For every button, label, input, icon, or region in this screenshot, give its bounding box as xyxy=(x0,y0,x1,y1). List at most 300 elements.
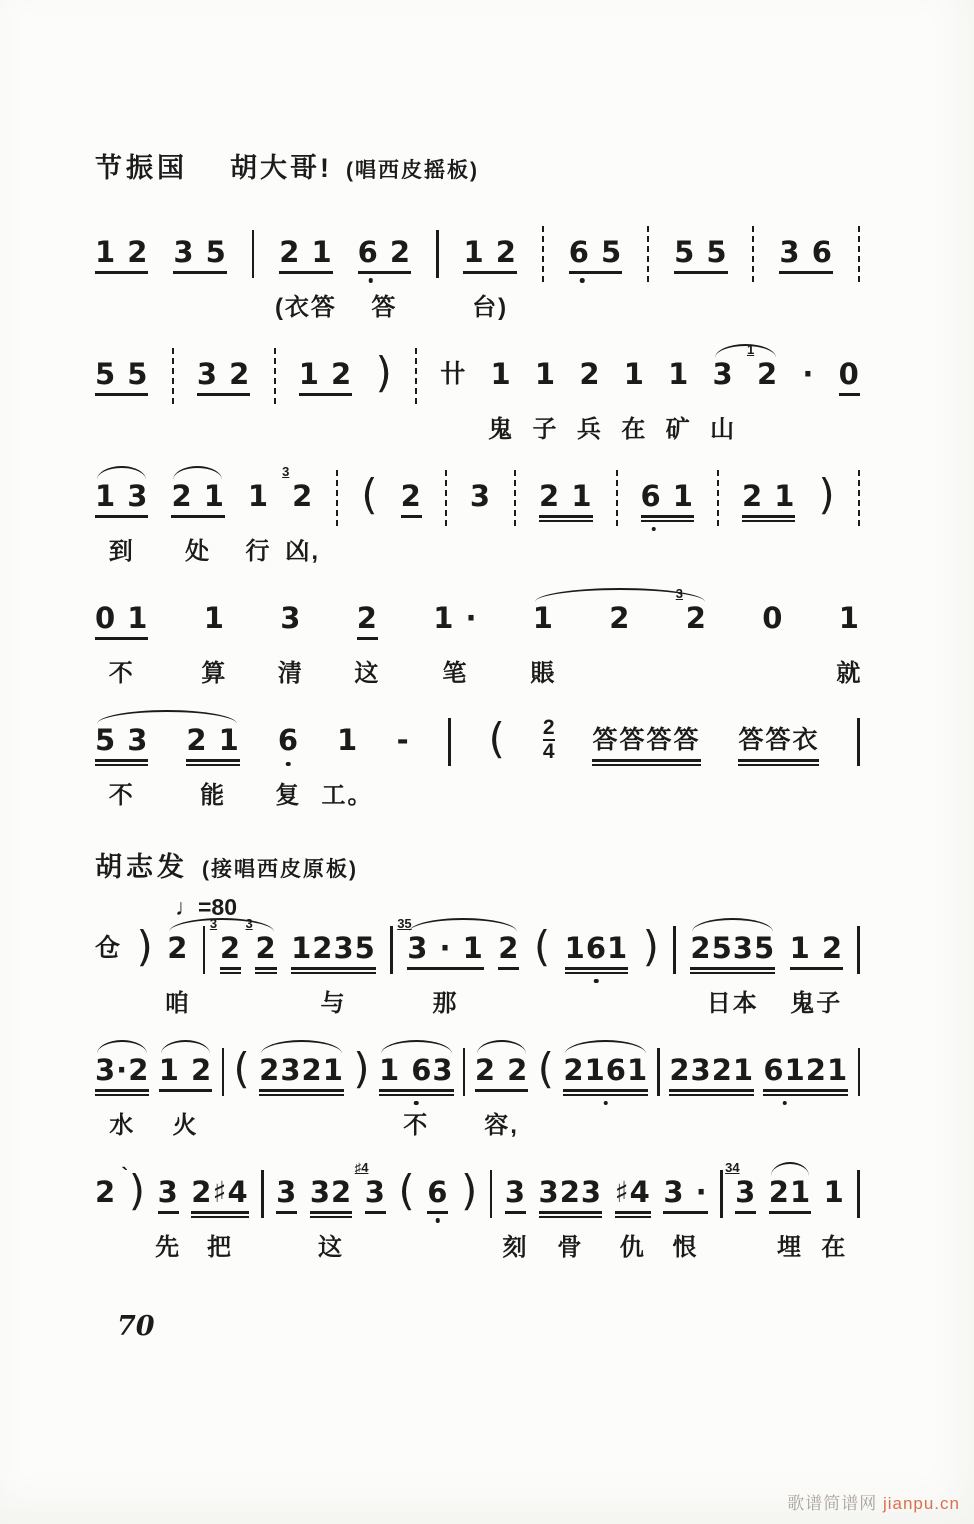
note-token xyxy=(357,235,412,321)
duration-underlines xyxy=(276,1211,297,1214)
underline xyxy=(197,393,250,396)
note-token xyxy=(789,931,844,1017)
note-token xyxy=(530,601,557,687)
music-system xyxy=(95,235,860,357)
note-text: 2♯4 xyxy=(191,1175,249,1209)
barline xyxy=(857,718,860,766)
lyric: 把 xyxy=(206,1234,233,1261)
duration-underlines xyxy=(769,1211,811,1214)
note-text: 1 2 xyxy=(463,235,517,269)
lyric: 日本 xyxy=(706,990,759,1017)
parenthesis: ( xyxy=(361,470,378,519)
note-text: 5 5 xyxy=(95,357,149,391)
lyric: 不 xyxy=(108,782,135,809)
note-text: 1 2 xyxy=(298,357,353,391)
note-token xyxy=(675,586,707,635)
note-token xyxy=(158,1053,213,1139)
underline xyxy=(539,515,592,518)
note-token xyxy=(440,357,467,391)
music-system xyxy=(95,1044,860,1175)
note-text: · xyxy=(802,357,815,391)
note-token xyxy=(669,1053,754,1096)
lyric: 台) xyxy=(472,294,509,321)
note-token xyxy=(690,931,776,1017)
underline xyxy=(742,515,795,518)
lyric: 到 xyxy=(108,538,135,565)
underline xyxy=(279,271,332,274)
note-text: 0 xyxy=(838,357,860,391)
note-token xyxy=(401,479,422,518)
dashed-barline xyxy=(616,470,618,526)
note-text: 1 2 xyxy=(789,931,844,965)
note-token xyxy=(186,723,240,809)
lyric: 先 xyxy=(155,1234,182,1261)
duration-underlines xyxy=(790,967,843,970)
underline xyxy=(738,764,819,767)
note-text: 1235 xyxy=(291,931,376,965)
dashed-barline xyxy=(858,226,860,282)
note-text: 1 xyxy=(247,479,270,513)
note-text: 2 xyxy=(400,479,422,513)
parenthesis: ) xyxy=(642,922,660,971)
time-signature-digit: 2 xyxy=(542,716,555,739)
note-token xyxy=(95,1053,150,1139)
note-token xyxy=(201,601,228,687)
note-text: 3 · xyxy=(663,1175,708,1209)
note-text: 1 xyxy=(623,357,645,391)
underline xyxy=(641,515,694,518)
note-text: 1 2 xyxy=(95,235,149,269)
note-text: 3 5 xyxy=(173,235,227,269)
underline xyxy=(276,1211,297,1214)
octave-dot xyxy=(369,278,374,283)
note-token xyxy=(282,464,321,565)
underline xyxy=(592,759,700,762)
accent-mark: ` xyxy=(121,1165,129,1187)
note-token xyxy=(592,723,700,766)
parenthesis: ) xyxy=(460,1166,478,1215)
underline xyxy=(763,1089,848,1092)
note-token xyxy=(277,601,304,687)
duration-underlines xyxy=(379,1089,454,1096)
underline xyxy=(563,1094,648,1097)
note-token xyxy=(498,931,519,970)
note-text: 6 xyxy=(427,1175,449,1209)
parenthesis: ( xyxy=(488,714,505,763)
lyric: 那 xyxy=(432,990,459,1017)
notes-row xyxy=(95,916,860,1017)
duration-underlines xyxy=(279,271,332,274)
note-text: 3 xyxy=(504,1175,527,1209)
duration-underlines xyxy=(197,393,250,396)
duration-underlines xyxy=(95,515,148,518)
grace-note: 1 xyxy=(746,342,755,357)
note-text: 1 xyxy=(532,601,554,635)
dashed-barline xyxy=(717,470,719,526)
dashed-barline xyxy=(647,226,649,282)
note-text: 3 · 1 xyxy=(407,931,484,965)
note-token xyxy=(396,723,410,757)
note-text: 0 xyxy=(762,601,784,635)
duration-underlines xyxy=(738,759,819,766)
underline xyxy=(191,1216,248,1219)
duration-underlines xyxy=(427,1211,448,1214)
underline xyxy=(291,967,376,970)
note-token xyxy=(274,235,337,321)
note-text: 32 xyxy=(309,1175,353,1209)
note-token xyxy=(463,235,517,321)
parenthesis: ) xyxy=(128,1166,146,1215)
note-text: 323 xyxy=(538,1175,603,1209)
parenthesis: ( xyxy=(398,1166,415,1215)
note-token xyxy=(95,931,122,965)
parenthesis: ) xyxy=(375,348,392,397)
note-token xyxy=(614,1175,651,1261)
lyric: (衣答 xyxy=(274,294,337,321)
duration-underlines xyxy=(191,1211,248,1218)
note-token xyxy=(576,357,603,443)
duration-underlines xyxy=(735,1211,756,1214)
barline xyxy=(448,718,451,766)
note-text: 1 xyxy=(823,1175,845,1209)
lyric: 水 xyxy=(109,1112,136,1139)
underline xyxy=(690,972,775,975)
note-token xyxy=(95,723,149,809)
note-text: 2 xyxy=(756,357,779,391)
underline xyxy=(735,1211,756,1214)
underline xyxy=(569,271,622,274)
underline xyxy=(738,759,819,762)
octave-dot xyxy=(652,527,657,532)
note-text: 3 xyxy=(735,1175,757,1209)
note-token xyxy=(354,1160,386,1214)
lyric: 仇 xyxy=(619,1234,646,1261)
duration-underlines xyxy=(475,1089,528,1092)
note-token xyxy=(674,235,727,274)
note-text: 2161 xyxy=(563,1053,649,1087)
underline xyxy=(310,1211,352,1214)
barline xyxy=(720,1170,723,1218)
lyric: 答 xyxy=(371,294,398,321)
note-text: 答答答答 xyxy=(592,726,701,754)
barline xyxy=(657,1048,660,1096)
lyric: 火 xyxy=(172,1112,199,1139)
speaker2-line xyxy=(95,845,860,884)
note-token xyxy=(565,931,629,974)
barline xyxy=(252,230,255,278)
music-system xyxy=(95,464,860,601)
grace-note: 3 xyxy=(675,586,683,601)
underline xyxy=(358,271,411,274)
dashed-barline xyxy=(274,348,276,404)
underline xyxy=(310,1216,352,1219)
underline xyxy=(463,271,516,274)
duration-underlines xyxy=(220,967,241,974)
lyric: 容, xyxy=(484,1112,519,1139)
note-token xyxy=(768,1175,812,1261)
underline xyxy=(505,1211,526,1214)
underline xyxy=(742,520,795,523)
notes-row xyxy=(95,1160,860,1261)
underline xyxy=(291,972,376,975)
note-token xyxy=(621,357,648,443)
underline xyxy=(790,967,843,970)
note-text: 1 xyxy=(336,723,359,757)
lyric: 复 xyxy=(275,782,302,809)
barline xyxy=(858,1048,861,1096)
lyric: 咱 xyxy=(164,990,191,1017)
lyric: 恨 xyxy=(672,1234,699,1261)
duration-underlines xyxy=(259,1089,344,1096)
parenthesis: ) xyxy=(136,922,153,971)
note-token xyxy=(95,479,149,565)
note-text: 3 xyxy=(364,1175,386,1209)
note-text: 2 xyxy=(579,357,601,391)
underline xyxy=(475,1089,528,1092)
note-token xyxy=(763,1053,848,1096)
note-text: 3 xyxy=(280,601,302,635)
stage-direction: (接唱西皮原板) xyxy=(202,858,358,881)
note-text: 3 xyxy=(276,1175,298,1209)
underline xyxy=(674,271,727,274)
octave-dot xyxy=(594,979,599,984)
tempo-marking: ♩=80 xyxy=(175,894,238,920)
notes-row xyxy=(95,464,860,565)
underline xyxy=(171,515,224,518)
barline xyxy=(222,1048,225,1096)
note-token xyxy=(641,479,694,522)
note-text: 1 xyxy=(203,601,225,635)
grace-note: 34 xyxy=(725,1160,740,1175)
note-token xyxy=(663,1175,708,1261)
speech-text: 胡大哥! xyxy=(230,153,332,183)
underline xyxy=(158,1211,179,1214)
note-token xyxy=(742,479,795,522)
parenthesis: ) xyxy=(818,470,835,519)
note-text: 2321 xyxy=(259,1053,344,1087)
duration-underlines xyxy=(255,967,276,974)
lyric: 这 xyxy=(318,1234,345,1261)
note-text: 2 xyxy=(219,931,242,965)
duration-underlines xyxy=(310,1211,352,1218)
grace-note: 3 xyxy=(245,916,253,931)
note-text: 3 xyxy=(712,357,734,391)
underline xyxy=(539,1211,603,1214)
lyric: 山 xyxy=(710,416,737,443)
underline xyxy=(186,764,239,767)
notes-row xyxy=(95,342,860,443)
note-token xyxy=(538,1175,603,1261)
underline xyxy=(357,637,378,640)
duration-underlines xyxy=(779,271,832,274)
note-text: 6 xyxy=(277,723,299,757)
note-text: 6 1 xyxy=(640,479,694,513)
dashed-barline xyxy=(336,470,338,526)
barline xyxy=(261,1170,264,1218)
note-token xyxy=(762,601,783,635)
underline xyxy=(565,972,629,975)
duration-underlines xyxy=(291,967,376,974)
dashed-barline xyxy=(445,470,447,526)
note-text: ♯4 xyxy=(614,1175,651,1209)
note-token xyxy=(801,357,815,391)
duration-underlines xyxy=(563,1089,648,1096)
duration-underlines xyxy=(173,271,226,274)
underline xyxy=(592,764,700,767)
dashed-barline xyxy=(415,348,417,404)
duration-underlines xyxy=(569,271,622,274)
note-token xyxy=(738,723,819,766)
note-text: 2 2 xyxy=(474,1053,529,1087)
dashed-barline xyxy=(514,470,516,526)
underline xyxy=(186,759,239,762)
grace-note: 3 xyxy=(209,916,218,931)
note-token xyxy=(299,357,352,396)
underline xyxy=(259,1094,344,1097)
note-token xyxy=(397,916,484,1017)
octave-dot xyxy=(286,762,291,767)
note-token xyxy=(563,1053,648,1096)
duration-underlines xyxy=(505,1211,526,1214)
note-token xyxy=(309,1175,353,1261)
page-number: 70 xyxy=(117,1311,155,1342)
note-token xyxy=(95,235,148,274)
note-token xyxy=(433,601,478,687)
note-token xyxy=(291,931,376,1017)
note-token xyxy=(488,357,515,443)
note-text: 2 xyxy=(167,931,189,965)
duration-underlines xyxy=(539,1211,603,1218)
note-token xyxy=(171,479,225,565)
underline xyxy=(839,393,860,396)
lyric: 埋 xyxy=(776,1234,803,1261)
music-system xyxy=(95,714,860,845)
barline xyxy=(673,926,676,974)
note-token xyxy=(569,235,622,274)
note-text: 0 1 xyxy=(95,601,149,635)
underline xyxy=(563,1089,648,1092)
note-text: 1 · xyxy=(433,601,478,635)
duration-underlines xyxy=(674,271,727,274)
note-text: 2 xyxy=(498,931,520,965)
underline xyxy=(95,637,148,640)
duration-underlines xyxy=(299,393,352,396)
underline xyxy=(379,1089,454,1092)
note-text: 答答衣 xyxy=(738,726,820,754)
time-signature-digit: 4 xyxy=(542,740,555,763)
lyric: 在 xyxy=(821,1234,848,1261)
note-text: 2 xyxy=(292,479,314,513)
lyric: 清 xyxy=(277,660,304,687)
duration-underlines xyxy=(95,1089,149,1096)
note-token xyxy=(259,1053,344,1096)
underline xyxy=(220,972,241,975)
lyric: 处 xyxy=(185,538,212,565)
note-token xyxy=(609,601,630,635)
note-token xyxy=(378,1053,454,1139)
underline xyxy=(95,515,148,518)
underline xyxy=(669,1089,754,1092)
lyric: 行 xyxy=(245,538,272,565)
duration-underlines xyxy=(358,271,411,274)
barline xyxy=(857,1170,860,1218)
note-text: 5 3 xyxy=(95,723,149,757)
duration-underlines xyxy=(663,1211,707,1214)
lyric: 算 xyxy=(201,660,228,687)
note-text: 2321 xyxy=(669,1053,755,1087)
underline xyxy=(663,1211,707,1214)
note-token xyxy=(746,342,779,391)
music-system xyxy=(95,586,863,723)
parenthesis: ) xyxy=(353,1044,370,1093)
note-text: 1 xyxy=(838,601,860,635)
parenthesis: ( xyxy=(533,922,551,971)
header-line xyxy=(95,146,860,185)
note-text: 1 xyxy=(534,357,557,391)
underline xyxy=(615,1211,651,1214)
octave-dot xyxy=(604,1101,609,1106)
underline xyxy=(159,1089,212,1092)
parenthesis: ( xyxy=(233,1044,250,1093)
underline xyxy=(220,967,241,970)
underline xyxy=(95,1094,149,1097)
underline xyxy=(95,764,148,767)
barline xyxy=(436,230,439,278)
note-token xyxy=(779,235,832,274)
duration-underlines xyxy=(690,967,775,974)
underline xyxy=(95,1089,149,1092)
underline xyxy=(259,1089,344,1092)
note-text: 1 xyxy=(668,357,690,391)
music-system xyxy=(95,916,860,1053)
underline xyxy=(255,967,276,970)
duration-underlines xyxy=(498,967,519,970)
octave-dot xyxy=(782,1101,787,1106)
dashed-barline xyxy=(542,226,544,282)
note-text: 卄 xyxy=(440,360,468,388)
underline xyxy=(95,759,148,762)
duration-underlines xyxy=(565,967,629,974)
note-text: 2 xyxy=(255,931,277,965)
lyric: 与 xyxy=(320,990,347,1017)
parenthesis: ( xyxy=(537,1044,555,1093)
duration-underlines xyxy=(158,1211,179,1214)
duration-underlines xyxy=(95,637,148,640)
lyric: 賬 xyxy=(530,660,557,687)
note-text: 2 xyxy=(609,601,631,635)
watermark xyxy=(787,1489,960,1514)
note-text: 1 2 xyxy=(158,1053,213,1087)
music-system xyxy=(95,342,860,479)
note-text: 1 3 xyxy=(95,479,149,513)
underline xyxy=(407,967,484,970)
underline xyxy=(173,271,226,274)
octave-dot xyxy=(580,278,585,283)
systems xyxy=(95,235,863,1297)
note-token xyxy=(275,723,302,809)
note-token xyxy=(95,601,149,687)
underline xyxy=(565,967,629,970)
duration-underlines xyxy=(669,1089,754,1096)
underline xyxy=(539,520,592,523)
underline xyxy=(690,967,775,970)
duration-underlines xyxy=(763,1089,848,1096)
lyric: 不 xyxy=(108,660,135,687)
note-token xyxy=(321,723,374,809)
lyric: 在 xyxy=(621,416,648,443)
underline xyxy=(379,1094,454,1097)
speaker-name: 节振国 xyxy=(95,153,188,183)
